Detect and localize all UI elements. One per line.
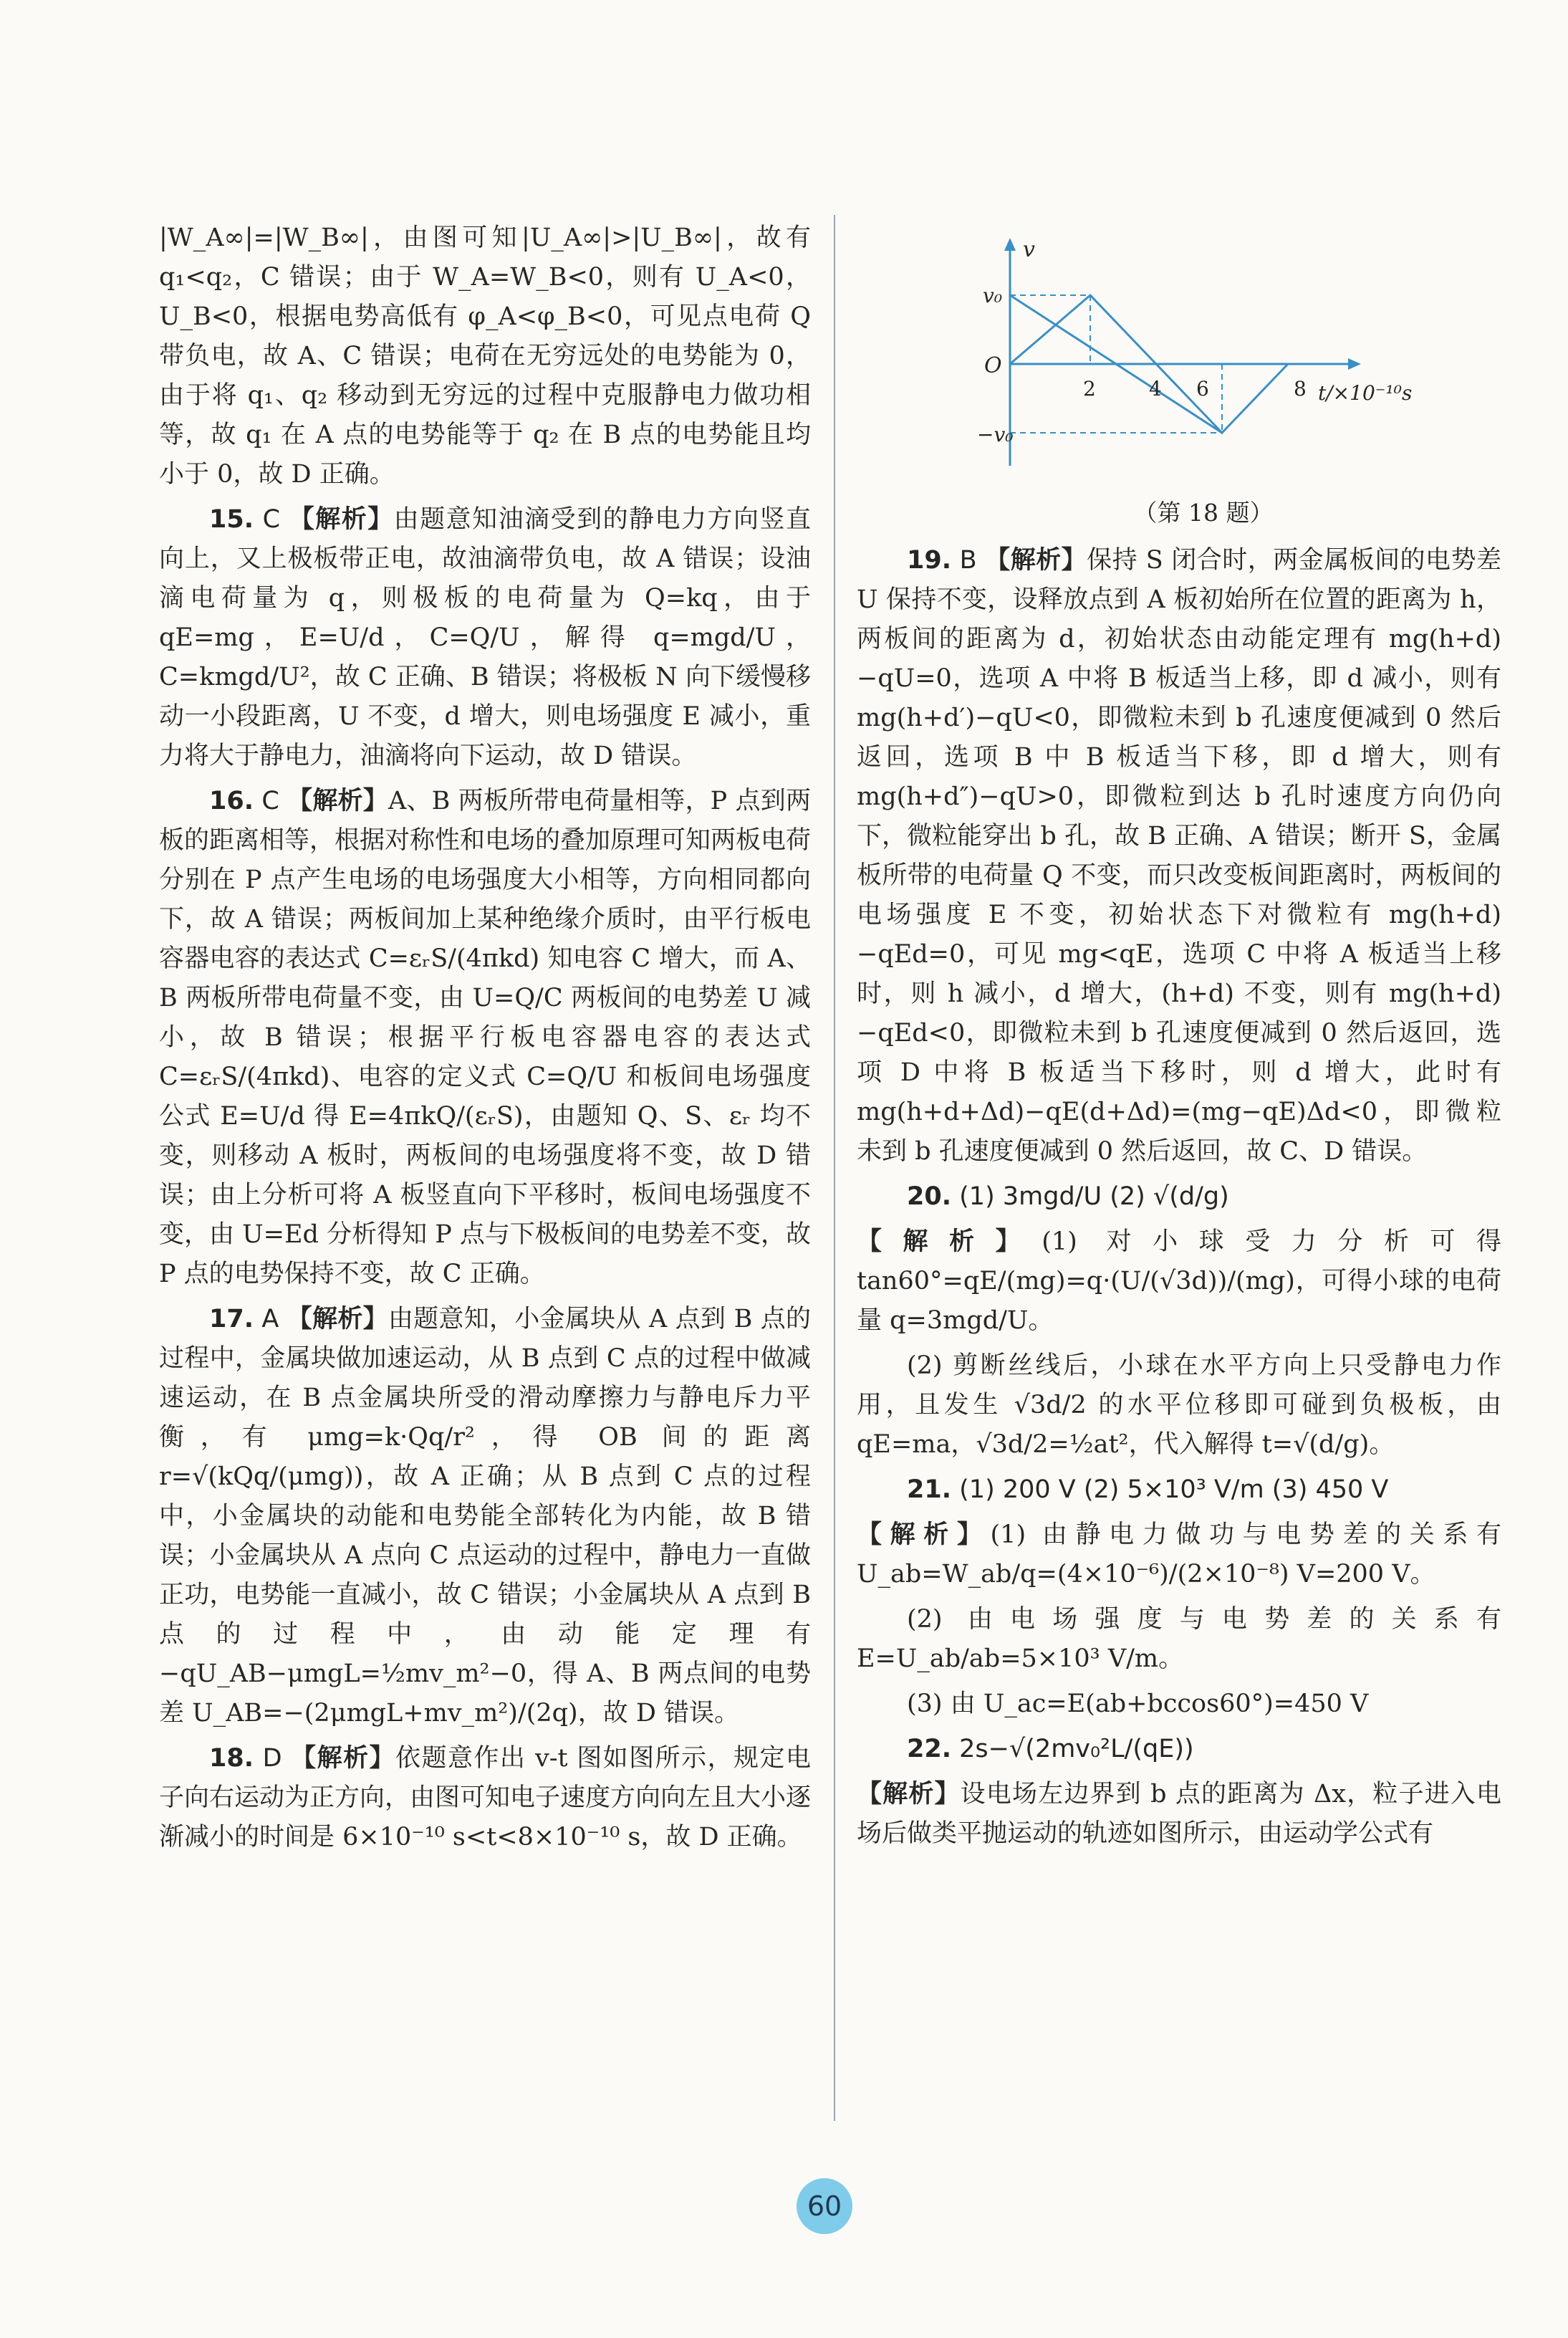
y-label: v <box>1023 237 1035 262</box>
analysis-21-1: 【解析】(1) 由静电力做功与电势差的关系有 U_ab=W_ab/q=(4×10⁻⁶)/(2×10⁻⁸) V=200 V。 <box>857 1520 1501 1589</box>
question-20: 20. (1) 3mgd/U (2) √(d/g) <box>907 1182 1229 1211</box>
origin-label: O <box>984 353 1002 378</box>
analysis-21-3: (3) 由 U_ac=E(ab+bccos60°)=450 V <box>907 1690 1369 1718</box>
analysis-21-2: (2) 由电场强度与电势差的关系有 E=U_ab/ab=5×10³ V/m。 <box>857 1605 1501 1673</box>
figure-caption: （第 18 题） <box>1133 499 1274 527</box>
question-16: 16. C 【解析】A、B 两板所带电荷量相等，P 点到两板的距离相等，根据对称性和电场的叠加原理可知两板电荷分别在 P 点产生电场的电场强度大小相等，方向相同都向下，故 A 错误；两板间加上某种绝缘介质时，由平行板电容器电容的表达式 C=εᵣS/(4πkd) 知电容 C 增大，而 A、B 两板所带电荷量不变，由 U=Q/C 两板间的电势差 U 减小，故 B 错误；根据平行板电容器电容的表达式 C=εᵣS/(4πkd)、电容的定义式 C=Q/U 和板间电场强度公式 E=U/d 得 E=4πkQ/(εᵣS)，由题知 Q、S、εᵣ 均不变，则移动 A 板时，两板间的电场强度将不变，故 D 错误；由上分析可将 A 板竖直向下平移时，板间电场强度不变，由 U=Ed 分析得知 P 点与下极板间的电势差不变，故 P 点的电势保持不变，故 C 正确。 <box>159 787 812 1288</box>
page-number: 60 <box>797 2178 852 2234</box>
x-tick-6: 6 <box>1196 377 1209 401</box>
question-21: 21. (1) 200 V (2) 5×10³ V/m (3) 450 V <box>907 1475 1389 1504</box>
analysis-20-1: 【解析】(1) 对小球受力分析可得 tan60°=qE/(mg)=q·(U/(√3d))/(mg)，可得小球的电荷量 q=3mgd/U。 <box>857 1227 1501 1335</box>
x-tick-4: 4 <box>1149 377 1162 401</box>
question-17: 17. A 【解析】由题意知，小金属块从 A 点到 B 点的过程中，金属块做加速运动，从 B 点到 C 点的过程中做减速运动，在 B 点金属块所受的滑动摩擦力与静电斥力平衡，有 μmg=k·Qq/r²，得 OB 间的距离 r=√(kQq/(μmg))，故 A 正确；从 B 点到 C 点的过程中，小金属块的动能和电势能全部转化为内能，故 B 错误；小金属块从 A 点向 C 点运动的过程中，静电力一直做正功，电势能一直减小，故 C 错误；小金属块从 A 点到 B 点的过程中，由动能定理有 −qU_AB−μmgL=½mv_m²−0，得 A、B 两点间的电势差 U_AB=−(2μmgL+mv_m²)/(2q)，故 D 错误。 <box>159 1305 811 1728</box>
x-label: t/×10⁻¹⁰s <box>1318 381 1413 405</box>
left-column <box>159 219 811 1863</box>
y-tick-v0: v₀ <box>983 284 1003 307</box>
analysis-22: 【解析】设电场左边界到 b 点的距离为 Δx，粒子进入电场后做类平抛运动的轨迹如图所示，由运动学公式有 <box>857 1780 1501 1848</box>
question-22: 22. 2s−√(2mv₀²L/(qE)) <box>907 1735 1194 1763</box>
y-tick-neg-v0: −v₀ <box>977 423 1014 446</box>
y-axis-arrow <box>1004 238 1016 251</box>
paragraph-continuation: |W_A∞|=|W_B∞|，由图可知|U_A∞|>|U_B∞|，故有 q₁<q₂，C 错误；由于 W_A=W_B<0，则有 U_A<0，U_B<0，根据电势高低有 φ_A<φ_B<0，可见点电荷 Q 带负电，故 A、C 错误；电荷在无穷远处的电势能为 0，由于将 q₁、q₂ 移动到无穷远的过程中克服静电力做功相等，故 q₁ 在 A 点的电势能等于 q₂ 在 B 点的电势能且均小于 0，故 D 正确。 <box>159 224 811 489</box>
vt-graph <box>977 236 1440 473</box>
analysis-20-2: (2) 剪断丝线后，小球在水平方向上只受静电力作用，且发生 √3d/2 的水平位移即可碰到负极板，由 qE=ma，√3d/2=½at²，代入解得 t=√(d/g)。 <box>857 1351 1501 1459</box>
question-19: 19. B 【解析】保持 S 闭合时，两金属板间的电势差 U 保持不变，设释放点到 A 板初始所在位置的距离为 h，两板间的距离为 d，初始状态由动能定理有 mg(h+d)−qU=0，选项 A 中将 B 板适当上移，即 d 减小，则有 mg(h+d′)−qU<0，即微粒未到 b 孔速度便减到 0 然后返回，选项 B 中 B 板适当下移，即 d 增大，则有 mg(h+d″)−qU>0，即微粒到达 b 孔时速度方向仍向下，微粒能穿出 b 孔，故 B 正确、A 错误；断开 S，金属板所带的电荷量 Q 不变，而只改变板间距离时，两板间的电场强度 E 不变，初始状态下对微粒有 mg(h+d)−qEd=0，可见 mg<qE，选项 C 中将 A 板适当上移时，则 h 减小，d 增大，(h+d) 不变，则有 mg(h+d)−qEd<0，即微粒未到 b 孔速度便减到 0 然后返回，选项 D 中将 B 板适当下移时，则 d 增大，此时有 mg(h+d+Δd)−qE(d+Δd)=(mg−qE)Δd<0，即微粒未到 b 孔速度便减到 0 然后返回，故 C、D 错误。 <box>857 546 1501 1166</box>
question-15: 15. C 【解析】由题意知油滴受到的静电力方向竖直向上，又上极板带正电，故油滴带负电，故 A 错误；设油滴电荷量为 q，则极板的电荷量为 Q=kq，由于 qE=mg，E=U/d，C=Q/U，解得 q=mgd/U，C=kmgd/U²，故 C 正确、B 错误；将极板 N 向下缓慢移动一小段距离，U 不变，d 增大，则电场强度 E 减小，重力将大于静电力，油滴将向下运动，故 D 错误。 <box>159 505 811 770</box>
x-tick-2: 2 <box>1083 377 1096 401</box>
column-divider <box>834 215 835 2121</box>
x-tick-8: 8 <box>1294 377 1307 401</box>
right-column <box>857 541 1501 1859</box>
vt-graph-figure <box>977 236 1440 473</box>
x-axis-arrow <box>1348 358 1361 370</box>
question-18: 18. D 【解析】依题意作出 v-t 图如图所示，规定电子向右运动为正方向，由图可知电子速度方向向左且大小逐渐减小的时间是 6×10⁻¹⁰ s<t<8×10⁻¹⁰ s，故 D 正确。 <box>159 1744 812 1851</box>
